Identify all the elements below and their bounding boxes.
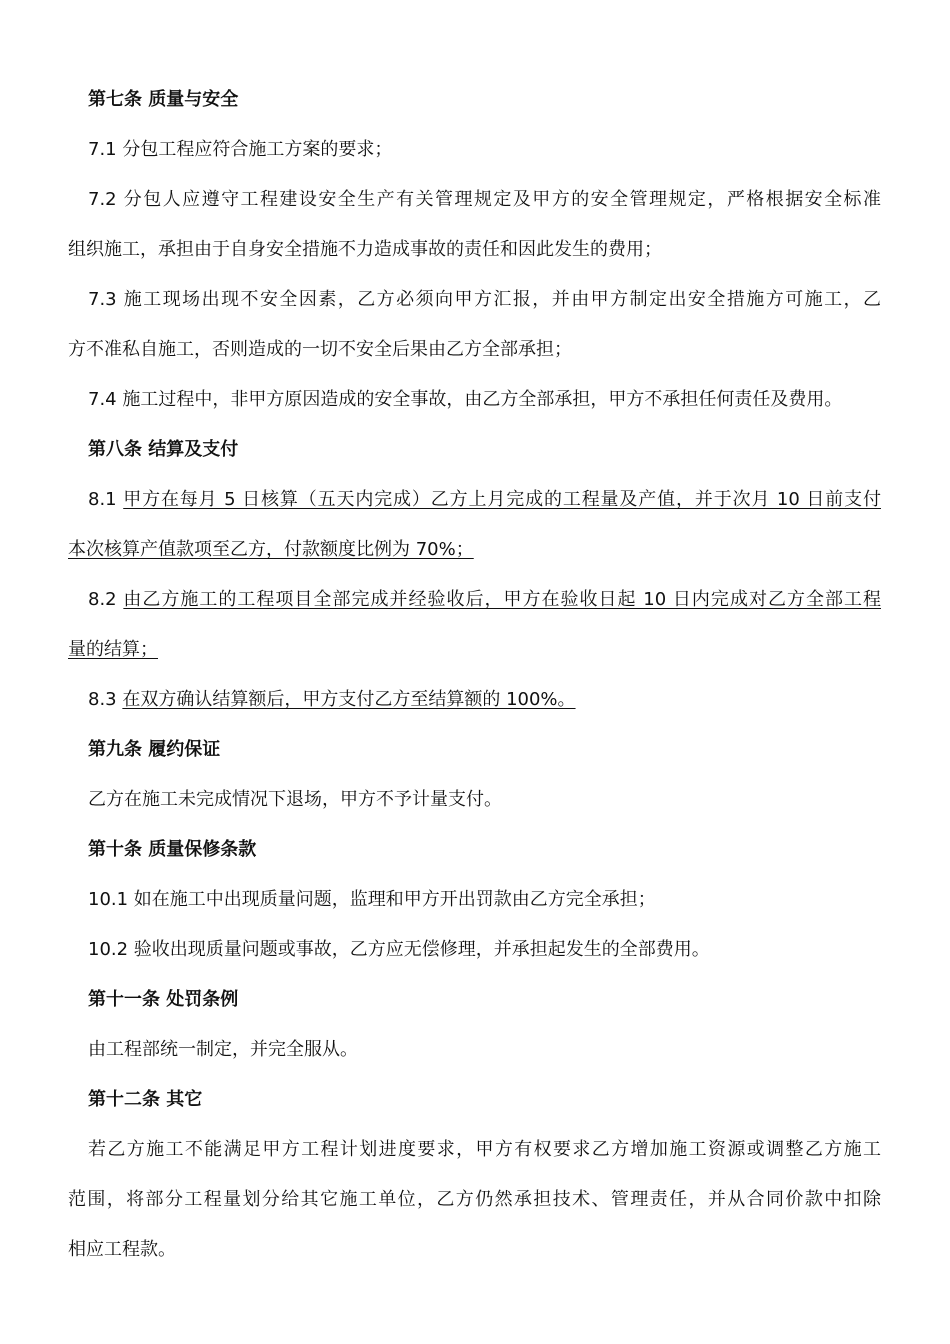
clause-8-3-number: 8.3 (88, 689, 123, 710)
article-12-line3: 相应工程款。 (68, 1239, 176, 1260)
clause-7-2-line1: 7.2 分包人应遵守工程建设安全生产有关管理规定及甲方的安全管理规定，严格根据安全标准 (88, 189, 881, 210)
clause-8-2-line1 (88, 588, 881, 612)
article-10-title: 第十条 质量保修条款 (88, 839, 257, 860)
article-7-title: 第七条 质量与安全 (88, 89, 239, 110)
clause-7-2-line2: 组织施工，承担由于自身安全措施不力造成事故的责任和因此发生的费用； (68, 239, 662, 260)
article-12-line1: 若乙方施工不能满足甲方工程计划进度要求，甲方有权要求乙方增加施工资源或调整乙方施工 (88, 1139, 881, 1160)
clause-10-2: 10.2 验收出现质量问题或事故，乙方应无偿修理，并承担起发生的全部费用。 (88, 939, 710, 960)
clause-8-1-line2: 本次核算产值款项至乙方，付款额度比例为 70%； (68, 539, 474, 560)
article-12-title: 第十二条 其它 (88, 1089, 203, 1110)
clause-8-1-line1 (88, 488, 881, 512)
clause-10-1: 10.1 如在施工中出现质量问题，监理和甲方开出罚款由乙方完全承担； (88, 889, 656, 910)
article-8-title: 第八条 结算及支付 (88, 439, 239, 460)
article-9-title: 第九条 履约保证 (88, 739, 221, 760)
clause-8-2-text: 由乙方施工的工程项目全部完成并经验收后，甲方在验收日起 10 日内完成对乙方全部工程 (123, 589, 881, 610)
clause-8-3 (88, 688, 576, 712)
clause-7-4: 7.4 施工过程中，非甲方原因造成的安全事故，由乙方全部承担，甲方不承担任何责任及费用。 (88, 389, 843, 410)
clause-8-1-text: 甲方在每月 5 日核算（五天内完成）乙方上月完成的工程量及产值，并于次月 10 日前支付 (123, 489, 881, 510)
article-11-title: 第十一条 处罚条例 (88, 989, 239, 1010)
clause-7-3-line1: 7.3 施工现场出现不安全因素，乙方必须向甲方汇报，并由甲方制定出安全措施方可施工，乙 (88, 289, 881, 310)
clause-8-3-text: 在双方确认结算额后，甲方支付乙方至结算额的 100%。 (122, 689, 576, 710)
clause-7-1: 7.1 分包工程应符合施工方案的要求； (88, 139, 393, 160)
article-12-line2: 范围，将部分工程量划分给其它施工单位，乙方仍然承担技术、管理责任，并从合同价款中扣除 (68, 1189, 881, 1210)
clause-8-1-number: 8.1 (88, 489, 124, 510)
clause-8-2-line2: 量的结算； (68, 639, 158, 660)
article-9-text: 乙方在施工未完成情况下退场，甲方不予计量支付。 (88, 789, 502, 810)
clause-7-3-line2: 方不准私自施工，否则造成的一切不安全后果由乙方全部承担； (68, 339, 572, 360)
article-11-text: 由工程部统一制定，并完全服从。 (88, 1039, 358, 1060)
clause-8-2-number: 8.2 (88, 589, 124, 610)
